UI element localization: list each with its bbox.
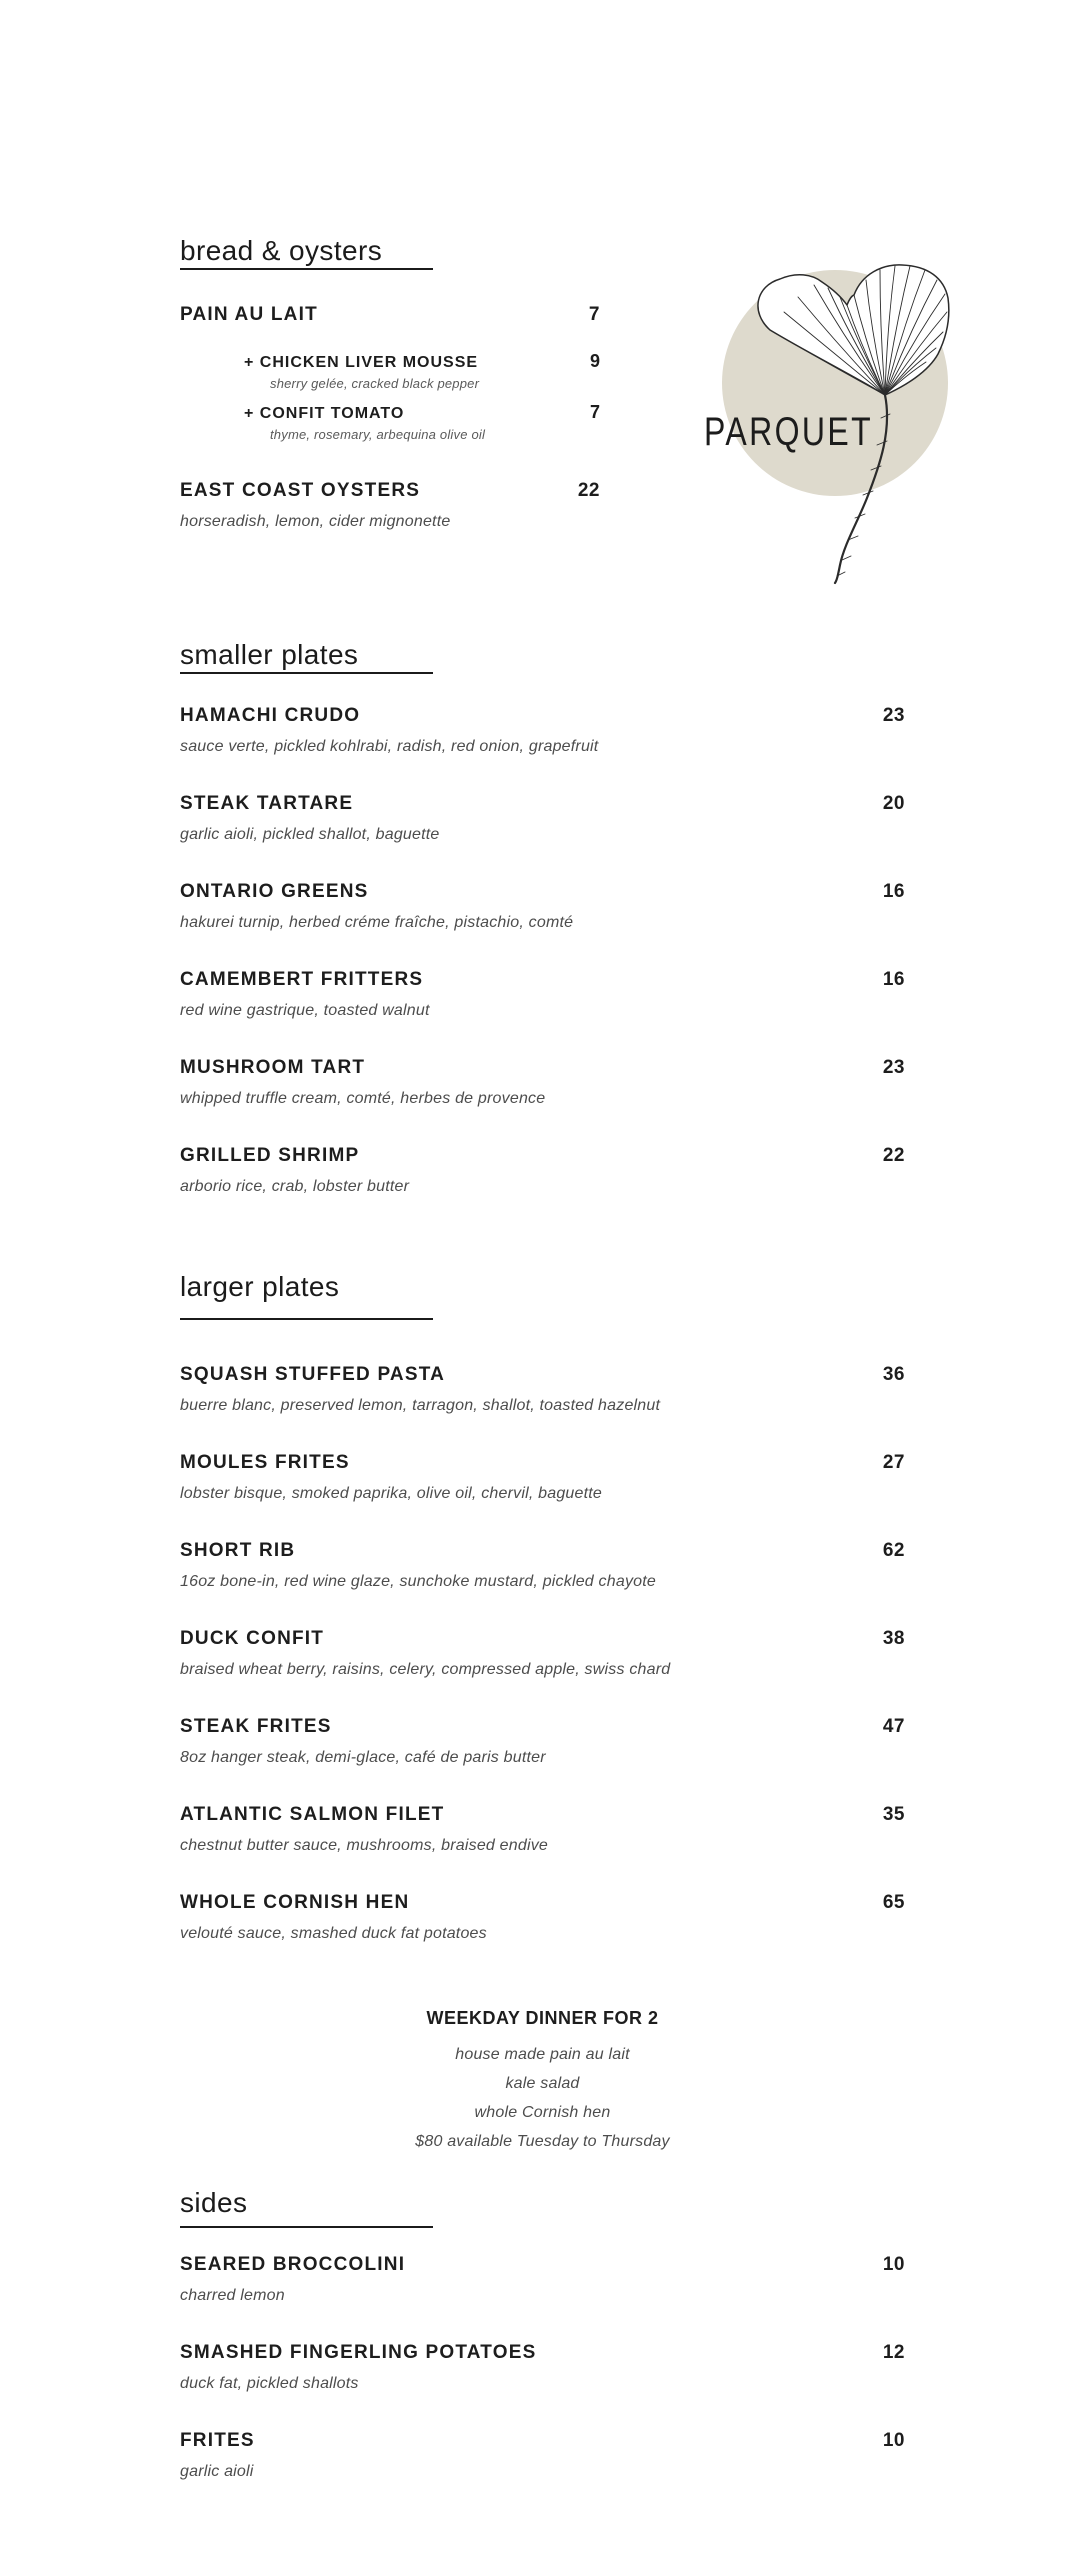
menu-item-row <box>180 303 600 327</box>
section-items <box>180 1363 905 1943</box>
menu-item-row <box>180 2429 905 2453</box>
item-name: HAMACHI CRUDO <box>180 705 361 726</box>
menu-item-row <box>180 968 905 992</box>
item-name: MOULES FRITES <box>180 1452 350 1473</box>
item-description: garlic aioli <box>180 2463 254 2480</box>
menu-item <box>180 2341 905 2393</box>
item-name: WHOLE CORNISH HEN <box>180 1892 410 1913</box>
menu-item <box>180 968 905 1020</box>
menu-item <box>180 303 600 327</box>
menu-item <box>180 1144 905 1196</box>
item-name: PAIN AU LAIT <box>180 304 318 325</box>
menu-item <box>180 704 905 756</box>
menu-item <box>180 1891 905 1943</box>
item-price: 35 <box>882 1804 905 1825</box>
item-price: 12 <box>882 2342 905 2363</box>
section-items <box>180 303 600 531</box>
menu-item-row <box>180 880 905 904</box>
logo-wordmark: PARQUET <box>704 410 874 454</box>
addon-price: 7 <box>589 402 600 422</box>
menu-item <box>180 1363 905 1415</box>
section-title: larger plates <box>180 1271 340 1302</box>
item-description: arborio rice, crab, lobster butter <box>180 1178 410 1195</box>
menu-item <box>180 1627 905 1679</box>
weekday-dinner-block <box>180 2008 905 2156</box>
item-price: 36 <box>882 1364 905 1385</box>
item-price: 10 <box>882 2254 905 2275</box>
menu-item <box>180 1056 905 1108</box>
item-name: CAMEMBERT FRITTERS <box>180 969 424 990</box>
item-description: duck fat, pickled shallots <box>180 2375 359 2392</box>
item-name: GRILLED SHRIMP <box>180 1145 360 1166</box>
item-description: garlic aioli, pickled shallot, baguette <box>180 826 440 843</box>
item-price: 16 <box>882 969 905 990</box>
menu-item <box>180 1451 905 1503</box>
item-description: chestnut butter sauce, mushrooms, braised endive <box>180 1837 549 1854</box>
section-items <box>180 2253 905 2481</box>
menu-item <box>180 2429 905 2481</box>
feature-line: $80 available Tuesday to Thursday <box>415 2133 670 2150</box>
item-price: 23 <box>882 705 905 726</box>
item-description: horseradish, lemon, cider mignonette <box>180 513 451 530</box>
feature-line: whole Cornish hen <box>474 2104 611 2121</box>
section-underline <box>180 268 433 270</box>
item-price: 22 <box>882 1145 905 1166</box>
item-description: buerre blanc, preserved lemon, tarragon, shallot, toasted hazelnut <box>180 1397 661 1414</box>
addon-name: + CHICKEN LIVER MOUSSE <box>244 354 479 371</box>
section-sides <box>180 2188 905 2481</box>
menu-item-row <box>180 1627 905 1651</box>
section-bread-and-oysters <box>180 236 600 531</box>
item-name: EAST COAST OYSTERS <box>180 480 421 501</box>
item-description: lobster bisque, smoked paprika, olive oil, chervil, baguette <box>180 1485 602 1502</box>
item-name: SMASHED FINGERLING POTATOES <box>180 2342 537 2363</box>
item-description: 8oz hanger steak, demi-glace, café de paris butter <box>180 1749 546 1766</box>
section-items <box>180 704 905 1196</box>
menu-item-row <box>180 479 600 503</box>
item-name: STEAK FRITES <box>180 1716 332 1737</box>
item-name: STEAK TARTARE <box>180 793 354 814</box>
item-description: 16oz bone-in, red wine glaze, sunchoke mustard, pickled chayote <box>180 1573 656 1590</box>
item-name: SHORT RIB <box>180 1540 296 1561</box>
addon-description: thyme, rosemary, arbequina olive oil <box>270 427 486 442</box>
menu-item <box>180 1803 905 1855</box>
addon-description: sherry gelée, cracked black pepper <box>270 376 480 391</box>
menu-item-row <box>180 2341 905 2365</box>
menu-item <box>180 479 600 531</box>
item-price: 20 <box>882 793 905 814</box>
item-name: SQUASH STUFFED PASTA <box>180 1364 446 1385</box>
section-title: sides <box>180 2187 248 2218</box>
menu-item <box>180 1539 905 1591</box>
menu-item-row <box>180 1715 905 1739</box>
menu-item-row <box>180 1144 905 1168</box>
menu-item-row <box>180 1539 905 1563</box>
section-smaller-plates <box>180 640 905 1196</box>
item-price: 47 <box>882 1716 905 1737</box>
section-title: bread & oysters <box>180 235 383 266</box>
item-price: 38 <box>882 1628 905 1649</box>
item-description: velouté sauce, smashed duck fat potatoes <box>180 1925 487 1942</box>
feature-line: kale salad <box>505 2075 580 2092</box>
menu-item <box>180 880 905 932</box>
addon-row <box>244 351 600 373</box>
menu-item-addon <box>180 402 600 442</box>
item-name: FRITES <box>180 2430 255 2451</box>
item-price: 22 <box>577 480 600 501</box>
item-name: ATLANTIC SALMON FILET <box>180 1804 445 1825</box>
section-title: smaller plates <box>180 639 359 670</box>
item-description: red wine gastrique, toasted walnut <box>180 1002 430 1019</box>
item-description: sauce verte, pickled kohlrabi, radish, red onion, grapefruit <box>180 738 599 755</box>
item-description: charred lemon <box>180 2287 285 2304</box>
feature-title: WEEKDAY DINNER FOR 2 <box>426 2008 659 2028</box>
item-name: SEARED BROCCOLINI <box>180 2254 406 2275</box>
menu-item <box>180 2253 905 2305</box>
menu-item-row <box>180 792 905 816</box>
menu-item <box>180 792 905 844</box>
menu-item <box>180 1715 905 1767</box>
item-price: 16 <box>882 881 905 902</box>
section-underline <box>180 2226 433 2228</box>
menu-item-row <box>180 704 905 728</box>
menu-item-row <box>180 1451 905 1475</box>
addon-row <box>244 402 600 424</box>
item-name: ONTARIO GREENS <box>180 881 369 902</box>
item-price: 65 <box>882 1892 905 1913</box>
menu-item-row <box>180 2253 905 2277</box>
item-price: 23 <box>882 1057 905 1078</box>
item-price: 10 <box>882 2430 905 2451</box>
item-price: 62 <box>882 1540 905 1561</box>
section-larger-plates <box>180 1272 905 1943</box>
menu-item-row <box>180 1056 905 1080</box>
item-description: whipped truffle cream, comté, herbes de provence <box>180 1090 546 1107</box>
item-price: 27 <box>882 1452 905 1473</box>
section-underline <box>180 672 433 674</box>
item-description: hakurei turnip, herbed créme fraîche, pistachio, comté <box>180 914 574 931</box>
menu-item-addon <box>180 351 600 391</box>
item-description: braised wheat berry, raisins, celery, compressed apple, swiss chard <box>180 1661 671 1678</box>
addon-price: 9 <box>589 351 600 371</box>
addon-name: + CONFIT TOMATO <box>244 405 405 422</box>
menu-item-row <box>180 1891 905 1915</box>
feature-lines <box>180 2040 905 2156</box>
menu-item-row <box>180 1803 905 1827</box>
item-name: DUCK CONFIT <box>180 1628 325 1649</box>
feature-line: house made pain au lait <box>455 2046 630 2063</box>
section-underline <box>180 1318 433 1320</box>
item-price: 7 <box>588 304 600 325</box>
menu-item-row <box>180 1363 905 1387</box>
item-name: MUSHROOM TART <box>180 1057 366 1078</box>
